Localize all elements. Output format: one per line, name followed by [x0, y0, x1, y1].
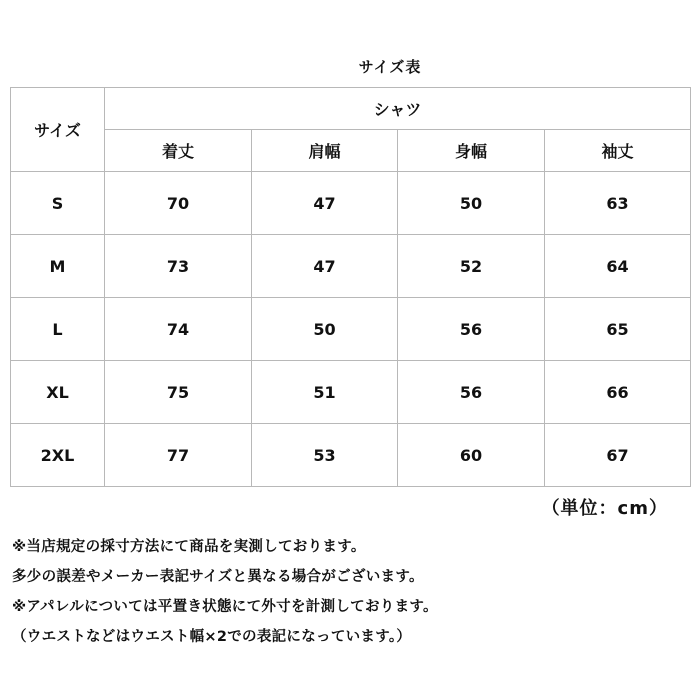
table-cell: 50 — [398, 172, 545, 235]
table-header-row — [11, 88, 691, 130]
size-label: 2XL — [11, 424, 105, 487]
table-cell: 50 — [252, 298, 398, 361]
table-cell: 77 — [105, 424, 252, 487]
column-header-sleeve: 袖丈 — [545, 130, 691, 172]
table-cell: 51 — [252, 361, 398, 424]
table-subheader-row — [11, 130, 691, 172]
size-table — [10, 87, 691, 487]
column-header-length: 着丈 — [105, 130, 252, 172]
table-cell: 47 — [252, 172, 398, 235]
notes-block — [12, 532, 692, 652]
table-cell: 56 — [398, 298, 545, 361]
size-label: M — [11, 235, 105, 298]
size-label: L — [11, 298, 105, 361]
size-column-header: サイズ — [11, 88, 105, 172]
table-cell: 64 — [545, 235, 691, 298]
note-line: 多少の誤差やメーカー表記サイズと異なる場合がございます。 — [12, 569, 424, 585]
table-cell: 52 — [398, 235, 545, 298]
table-cell: 70 — [105, 172, 252, 235]
table-cell: 67 — [545, 424, 691, 487]
table-row — [11, 172, 691, 235]
shirt-group-header: シャツ — [105, 88, 691, 130]
column-header-shoulder: 肩幅 — [252, 130, 398, 172]
table-row — [11, 235, 691, 298]
table-row — [11, 424, 691, 487]
table-cell: 60 — [398, 424, 545, 487]
table-cell: 47 — [252, 235, 398, 298]
note-line: ※当店規定の採寸方法にて商品を実測しております。 — [12, 539, 366, 555]
table-cell: 63 — [545, 172, 691, 235]
column-header-chest: 身幅 — [398, 130, 545, 172]
table-cell: 53 — [252, 424, 398, 487]
page-title: サイズ表 — [358, 58, 422, 76]
unit-label: （単位：cm） — [541, 498, 668, 519]
table-cell: 56 — [398, 361, 545, 424]
size-label: S — [11, 172, 105, 235]
table-cell: 73 — [105, 235, 252, 298]
size-label: XL — [11, 361, 105, 424]
table-cell: 74 — [105, 298, 252, 361]
table-cell: 75 — [105, 361, 252, 424]
table-cell: 66 — [545, 361, 691, 424]
note-line: ※アパレルについては平置き状態にて外寸を計測しております。 — [12, 599, 438, 615]
table-cell: 65 — [545, 298, 691, 361]
table-row — [11, 361, 691, 424]
note-line: （ウエストなどはウエスト幅×2での表記になっています。） — [12, 629, 412, 645]
table-row — [11, 298, 691, 361]
